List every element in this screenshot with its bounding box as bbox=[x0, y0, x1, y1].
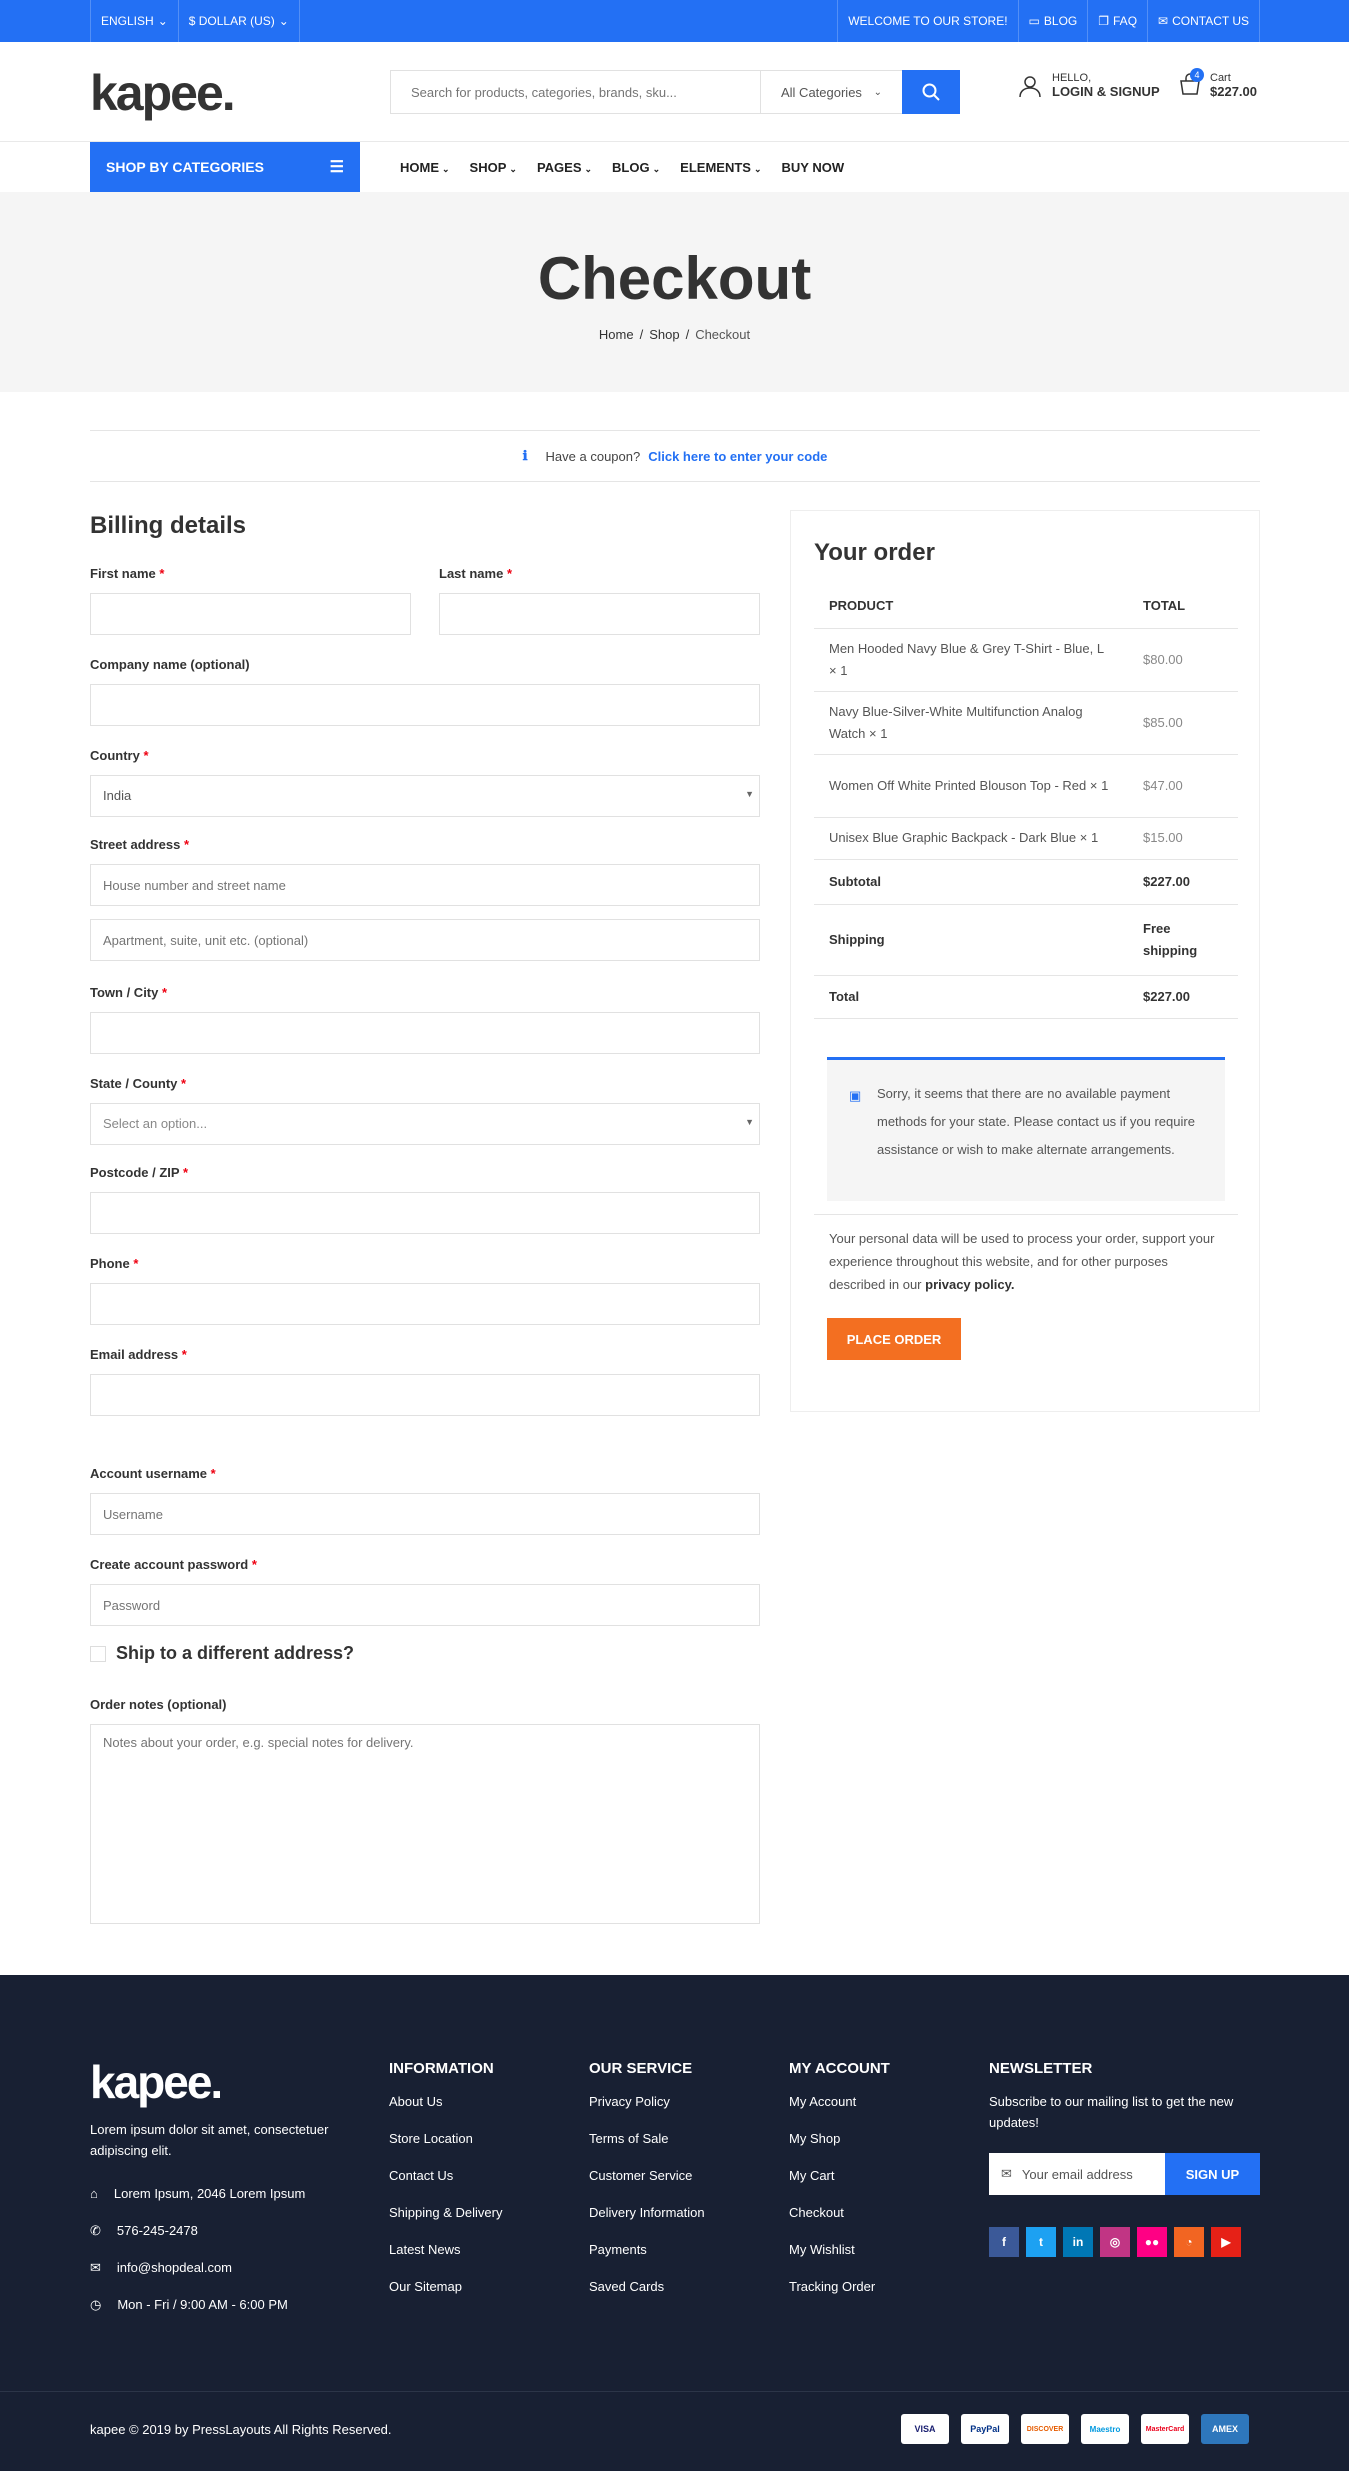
street-address-2-field[interactable] bbox=[90, 919, 760, 961]
footer-email-text: info@shopdeal.com bbox=[116, 2260, 233, 2275]
visa-icon: VISA bbox=[901, 2414, 949, 2444]
nav-item-shop[interactable] bbox=[470, 160, 517, 175]
required-marker: * bbox=[162, 985, 168, 1000]
shop-by-categories-button[interactable] bbox=[90, 142, 360, 192]
search-bar bbox=[390, 70, 960, 114]
username-label bbox=[90, 1466, 760, 1481]
footer-link[interactable]: Shipping & Delivery bbox=[389, 2205, 503, 2220]
rss-icon[interactable]: ◔ bbox=[1174, 2227, 1204, 2257]
total-row bbox=[814, 975, 1238, 1018]
instagram-icon[interactable]: ◎ bbox=[1100, 2227, 1130, 2257]
breadcrumb-separator: / bbox=[639, 327, 644, 342]
required-marker: * bbox=[182, 1165, 189, 1180]
faq-link-label: FAQ bbox=[1113, 14, 1138, 28]
product-cell bbox=[814, 754, 1128, 817]
ship-different-checkbox[interactable] bbox=[90, 1646, 106, 1662]
town-label bbox=[90, 985, 760, 1000]
cart-label: Cart bbox=[1210, 72, 1231, 84]
linkedin-icon[interactable]: in bbox=[1063, 2227, 1093, 2257]
order-notes-field[interactable] bbox=[90, 1724, 760, 1924]
total-value: $227.00 bbox=[1128, 975, 1238, 1018]
nav-item-label: BUY NOW bbox=[781, 159, 845, 175]
subtotal-value: $227.00 bbox=[1128, 859, 1238, 904]
footer-link[interactable]: Latest News bbox=[389, 2242, 461, 2257]
required-marker: * bbox=[133, 1256, 139, 1271]
copyright: kapee © 2019 by PressLayouts All Rights Reserved. bbox=[90, 2422, 392, 2437]
calendar-icon: ▣ bbox=[849, 1088, 862, 1103]
breadcrumb bbox=[0, 327, 1349, 342]
footer-column-title: INFORMATION bbox=[389, 2060, 494, 2077]
col-total: TOTAL bbox=[1128, 584, 1238, 628]
street-address-field[interactable] bbox=[90, 864, 760, 906]
category-select[interactable] bbox=[760, 71, 902, 113]
footer-link[interactable]: Payments bbox=[589, 2242, 647, 2257]
envelope-icon: ✉ bbox=[1001, 2166, 1012, 2181]
footer-link[interactable]: Delivery Information bbox=[589, 2205, 705, 2220]
shipping-row bbox=[814, 904, 1238, 975]
page-title-section bbox=[0, 192, 1349, 392]
required-marker: * bbox=[506, 566, 512, 581]
footer-bottom bbox=[0, 2391, 1349, 2471]
footer-link[interactable]: My Shop bbox=[789, 2131, 841, 2146]
newsletter-form bbox=[989, 2153, 1260, 2195]
newsletter-placeholder: Your email address bbox=[1021, 2166, 1133, 2182]
footer-email[interactable] bbox=[90, 2249, 305, 2286]
postcode-field[interactable] bbox=[90, 1192, 760, 1234]
last-name-field[interactable] bbox=[439, 593, 760, 635]
town-label-text: Town / City bbox=[90, 985, 159, 1000]
newsletter-title: NEWSLETTER bbox=[989, 2060, 1093, 2077]
payment-methods bbox=[901, 2414, 1249, 2444]
product-total: $85.00 bbox=[1128, 691, 1238, 754]
newsletter bbox=[989, 2060, 1260, 2257]
footer-contact bbox=[90, 2175, 305, 2323]
order-heading: Your order bbox=[814, 539, 935, 566]
top-bar bbox=[0, 0, 1349, 42]
folder-icon: ▭ bbox=[1028, 14, 1040, 28]
newsletter-email-input[interactable] bbox=[989, 2153, 1165, 2195]
footer-link[interactable]: My Account bbox=[789, 2094, 857, 2109]
site-logo[interactable]: kapee. bbox=[90, 65, 234, 121]
order-review bbox=[790, 510, 1260, 1412]
product-qty: × 1 bbox=[1089, 777, 1109, 793]
ship-different-label: Ship to a different address? bbox=[116, 1643, 355, 1663]
footer-link[interactable]: Checkout bbox=[789, 2205, 844, 2220]
nav-item-label: SHOP bbox=[469, 159, 507, 175]
table-row bbox=[814, 691, 1238, 754]
blog-link-label: BLOG bbox=[1043, 14, 1078, 28]
page-title: Checkout bbox=[537, 245, 812, 312]
nav-item-home[interactable] bbox=[400, 160, 450, 175]
last-name-label-text: Last name bbox=[439, 566, 504, 581]
footer-link[interactable]: Privacy Policy bbox=[589, 2094, 670, 2109]
state-group bbox=[90, 1076, 760, 1145]
chevron-down-icon: ⌄ bbox=[278, 14, 289, 28]
main-nav bbox=[0, 142, 1349, 192]
chevron-down-icon: ⌄ bbox=[509, 163, 517, 174]
product-total: $80.00 bbox=[1128, 628, 1238, 691]
product-total: $47.00 bbox=[1128, 754, 1238, 817]
billing-form bbox=[90, 512, 760, 562]
company-label: Company name (optional) bbox=[90, 657, 250, 672]
footer-link[interactable]: Store Location bbox=[389, 2131, 473, 2146]
cart-count-badge: 4 bbox=[1190, 68, 1204, 82]
envelope-icon: ✉ bbox=[90, 2259, 101, 2275]
town-group bbox=[90, 985, 760, 1054]
breadcrumb-shop[interactable]: Shop bbox=[649, 327, 680, 342]
account-login[interactable] bbox=[1018, 72, 1160, 99]
footer-link[interactable]: About Us bbox=[389, 2094, 443, 2109]
coupon-notice bbox=[90, 430, 1260, 482]
caret-down-icon: ▼ bbox=[745, 1117, 754, 1127]
ship-different-group bbox=[90, 1643, 354, 1664]
twitter-icon[interactable]: t bbox=[1026, 2227, 1056, 2257]
last-name-label bbox=[439, 566, 760, 581]
coupon-link[interactable]: Click here to enter your code bbox=[648, 448, 828, 464]
paypal-icon: PayPal bbox=[961, 2414, 1009, 2444]
company-field[interactable] bbox=[90, 684, 760, 726]
breadcrumb-separator: / bbox=[685, 327, 690, 342]
phone-label bbox=[90, 1256, 760, 1271]
footer-column-title: OUR SERVICE bbox=[589, 2060, 693, 2077]
password-field[interactable] bbox=[90, 1584, 760, 1626]
user-icon bbox=[1018, 74, 1042, 98]
street-label-text: Street address bbox=[90, 837, 181, 852]
product-qty: × 1 bbox=[868, 725, 888, 741]
footer-service bbox=[589, 2060, 705, 2316]
menu-icon: ☰ bbox=[329, 159, 344, 176]
country-label-text: Country bbox=[90, 748, 140, 763]
username-group bbox=[90, 1466, 760, 1535]
required-marker: * bbox=[181, 1076, 187, 1091]
col-product: PRODUCT bbox=[814, 584, 1128, 628]
product-cell bbox=[814, 817, 1128, 859]
country-label bbox=[90, 748, 760, 763]
cart-button[interactable] bbox=[1178, 72, 1257, 99]
newsletter-text: Subscribe to our mailing list to get the new updates! bbox=[989, 2094, 1234, 2130]
place-order-button[interactable]: PLACE ORDER bbox=[827, 1318, 961, 1360]
required-marker: * bbox=[181, 1347, 187, 1362]
cart-total: $227.00 bbox=[1210, 84, 1257, 99]
required-marker: * bbox=[159, 566, 165, 581]
faq-link[interactable] bbox=[1087, 0, 1147, 42]
breadcrumb-current: Checkout bbox=[695, 327, 751, 342]
footer-link[interactable]: Our Sitemap bbox=[389, 2279, 462, 2294]
footer-link[interactable]: Tracking Order bbox=[789, 2279, 876, 2294]
payment-notice-text: Sorry, it seems that there are no available payment methods for your state. Please contact us if you require assistance or wish to make alternate arrangements. bbox=[877, 1086, 1195, 1157]
youtube-icon[interactable]: ▶ bbox=[1211, 2227, 1241, 2257]
nav-item-buy-now[interactable] bbox=[782, 160, 845, 175]
maestro-icon: Maestro bbox=[1081, 2414, 1129, 2444]
required-marker: * bbox=[143, 748, 149, 763]
flickr-icon[interactable]: ●● bbox=[1137, 2227, 1167, 2257]
table-row bbox=[814, 628, 1238, 691]
country-select[interactable] bbox=[90, 775, 760, 817]
required-marker: * bbox=[210, 1466, 216, 1481]
subtotal-label: Subtotal bbox=[814, 859, 1128, 904]
login-signup-label: LOGIN & SIGNUP bbox=[1052, 84, 1160, 99]
envelope-icon: ✉ bbox=[1158, 14, 1169, 28]
product-name: Women Off White Printed Blouson Top - Red bbox=[829, 777, 1087, 793]
first-name-field[interactable] bbox=[90, 593, 411, 635]
footer-link[interactable]: My Wishlist bbox=[789, 2242, 855, 2257]
password-label-text: Create account password bbox=[90, 1557, 249, 1572]
phone-field[interactable] bbox=[90, 1283, 760, 1325]
nav-item-blog[interactable] bbox=[612, 160, 660, 175]
nav-item-pages[interactable] bbox=[537, 160, 592, 175]
chevron-down-icon: ⌄ bbox=[873, 86, 882, 98]
shop-by-categories-label: SHOP BY CATEGORIES bbox=[106, 159, 264, 175]
street-group bbox=[90, 837, 760, 961]
footer-phone bbox=[90, 2212, 305, 2249]
payment-notice bbox=[827, 1057, 1225, 1201]
footer-link[interactable]: Terms of Sale bbox=[589, 2131, 669, 2146]
postcode-label bbox=[90, 1165, 760, 1180]
street-label bbox=[90, 837, 760, 852]
postcode-group bbox=[90, 1165, 760, 1234]
footer-address-text: Lorem Ipsum, 2046 Lorem Ipsum bbox=[113, 2186, 306, 2201]
language-selector[interactable] bbox=[90, 0, 178, 42]
social-links bbox=[989, 2227, 1260, 2257]
billing-heading: Billing details bbox=[90, 512, 247, 539]
order-notes-group bbox=[90, 1697, 760, 1924]
footer-description: Lorem ipsum dolor sit amet, consectetuer adipiscing elit. bbox=[90, 2122, 329, 2158]
privacy-text: Your personal data will be used to process your order, support your experience throughout this website, and for other purposes described in our bbox=[829, 1231, 1215, 1292]
first-name-label-text: First name bbox=[90, 566, 156, 581]
info-icon: ℹ bbox=[522, 448, 528, 463]
currency-selector[interactable] bbox=[178, 0, 300, 42]
nav-item-label: PAGES bbox=[536, 159, 582, 175]
footer-logo[interactable]: kapee. bbox=[90, 2056, 222, 2108]
footer-hours-text: Mon - Fri / 9:00 AM - 6:00 PM bbox=[117, 2297, 288, 2312]
first-name-label bbox=[90, 566, 411, 581]
company-group bbox=[90, 657, 760, 726]
search-input[interactable] bbox=[391, 71, 760, 113]
footer-link[interactable]: Contact Us bbox=[389, 2168, 454, 2183]
footer-my-account bbox=[789, 2060, 890, 2316]
product-name: Navy Blue-Silver-White Multifunction Analog Watch bbox=[829, 703, 1083, 741]
country-select-value: India bbox=[90, 775, 760, 817]
last-name-group bbox=[439, 566, 760, 635]
footer-hours bbox=[90, 2286, 305, 2323]
discover-icon: DISCOVER bbox=[1021, 2414, 1069, 2444]
language-label: ENGLISH bbox=[101, 14, 154, 28]
state-select-placeholder: Select an option... bbox=[90, 1103, 760, 1145]
password-group bbox=[90, 1557, 760, 1626]
breadcrumb-home[interactable]: Home bbox=[598, 327, 634, 342]
nav-item-elements[interactable] bbox=[680, 160, 761, 175]
email-label-text: Email address bbox=[90, 1347, 179, 1362]
username-field[interactable] bbox=[90, 1493, 760, 1535]
product-qty: × 1 bbox=[1079, 830, 1099, 845]
mastercard-icon: MasterCard bbox=[1141, 2414, 1189, 2444]
product-cell bbox=[814, 628, 1128, 691]
town-field[interactable] bbox=[90, 1012, 760, 1054]
footer-phone-text: 576-245-2478 bbox=[116, 2223, 198, 2238]
category-select-value: All Categories bbox=[781, 84, 862, 100]
table-row bbox=[814, 754, 1238, 817]
state-label-text: State / County bbox=[90, 1076, 178, 1091]
chevron-down-icon: ⌄ bbox=[652, 163, 661, 174]
welcome-text: WELCOME TO OUR STORE! bbox=[837, 0, 1017, 42]
search-icon bbox=[922, 83, 940, 101]
shipping-label: Shipping bbox=[814, 904, 1128, 975]
home-icon: ⌂ bbox=[90, 2186, 98, 2201]
signup-button[interactable]: SIGN UP bbox=[1165, 2153, 1260, 2195]
country-group bbox=[90, 748, 760, 817]
nav-item-label: ELEMENTS bbox=[680, 159, 751, 175]
contact-link-label: CONTACT US bbox=[1172, 14, 1249, 28]
product-qty: × 1 bbox=[829, 662, 848, 678]
state-select[interactable] bbox=[90, 1103, 760, 1145]
currency-label: $ DOLLAR (US) bbox=[188, 14, 275, 28]
chevron-down-icon: ⌄ bbox=[157, 14, 168, 28]
email-group bbox=[90, 1347, 760, 1416]
nav-item-label: BLOG bbox=[612, 159, 650, 175]
username-label-text: Account username bbox=[90, 1466, 208, 1481]
chevron-down-icon: ⌄ bbox=[442, 163, 450, 174]
phone-group bbox=[90, 1256, 760, 1325]
order-table bbox=[814, 584, 1238, 1019]
email-field[interactable] bbox=[90, 1374, 760, 1416]
first-name-group bbox=[90, 566, 411, 635]
postcode-label-text: Postcode / ZIP bbox=[90, 1165, 180, 1180]
order-notes-label: Order notes (optional) bbox=[90, 1697, 227, 1712]
product-name: Men Hooded Navy Blue & Grey T-Shirt - Blue, L bbox=[829, 640, 1104, 656]
footer-column-title: MY ACCOUNT bbox=[789, 2060, 890, 2077]
required-marker: * bbox=[251, 1557, 257, 1572]
site-header bbox=[0, 42, 1349, 142]
phone-icon: ✆ bbox=[90, 2222, 101, 2238]
search-button[interactable] bbox=[902, 70, 960, 114]
state-label bbox=[90, 1076, 760, 1091]
caret-down-icon: ▼ bbox=[745, 789, 754, 799]
privacy-policy-link[interactable]: privacy policy. bbox=[925, 1277, 1015, 1292]
chevron-down-icon: ⌄ bbox=[753, 163, 762, 174]
footer-link[interactable]: My Cart bbox=[789, 2168, 835, 2183]
product-cell bbox=[814, 691, 1128, 754]
blog-link[interactable] bbox=[1018, 0, 1088, 42]
footer-link[interactable]: Saved Cards bbox=[589, 2279, 665, 2294]
facebook-icon[interactable]: f bbox=[989, 2227, 1019, 2257]
clock-icon: ◷ bbox=[90, 2296, 102, 2312]
footer-address bbox=[90, 2175, 305, 2212]
chevron-down-icon: ⌄ bbox=[584, 163, 593, 174]
footer-information bbox=[389, 2060, 502, 2316]
email-label bbox=[90, 1347, 760, 1362]
table-row bbox=[814, 817, 1238, 859]
privacy-notice bbox=[814, 1214, 1238, 1296]
shipping-value: Free shipping bbox=[1128, 904, 1238, 975]
copy-icon: ❐ bbox=[1098, 14, 1110, 28]
coupon-text: Have a coupon? bbox=[545, 448, 641, 464]
site-footer bbox=[0, 1975, 1349, 2471]
contact-link[interactable] bbox=[1147, 0, 1260, 42]
password-label bbox=[90, 1557, 760, 1572]
total-label: Total bbox=[814, 975, 1128, 1018]
hello-label: HELLO, bbox=[1052, 72, 1092, 84]
amex-icon: AMEX bbox=[1201, 2414, 1249, 2444]
phone-label-text: Phone bbox=[90, 1256, 130, 1271]
product-total: $15.00 bbox=[1128, 817, 1238, 859]
product-name: Unisex Blue Graphic Backpack - Dark Blue bbox=[829, 830, 1077, 845]
footer-link[interactable]: Customer Service bbox=[589, 2168, 693, 2183]
nav-item-label: HOME bbox=[400, 159, 439, 175]
required-marker: * bbox=[183, 837, 190, 852]
subtotal-row bbox=[814, 859, 1238, 904]
